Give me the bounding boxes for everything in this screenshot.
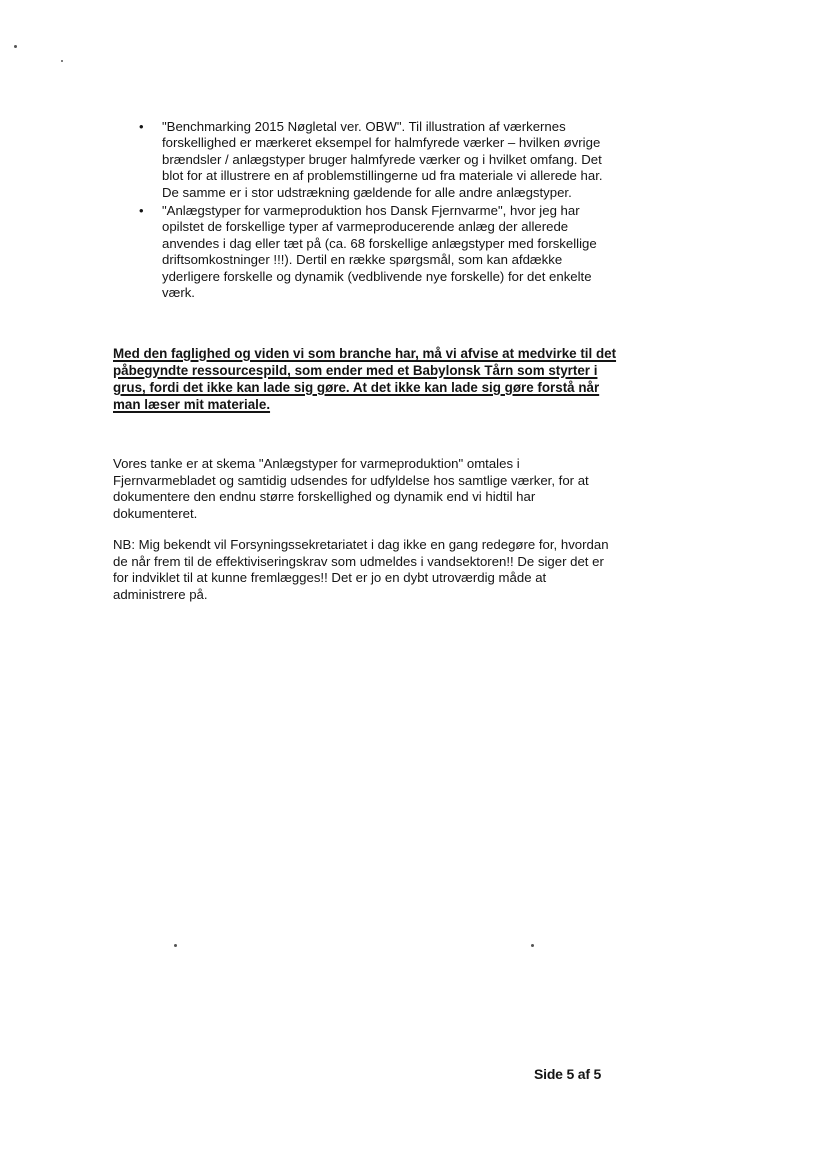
list-item (136, 203, 616, 301)
list-item-text: "Benchmarking 2015 Nøgletal ver. OBW". Til illustration af værkernes forskellighed er mærkeret eksempel for halmfyrede værker – hvilken øvrige brændsler / anlægstyper bruger halmfyrede værker og i hvilket omfang. Det blot for at illustrere en af problemstillingerne ud fra materiale vi allerede har. De samme er i stor udstrækning gældende for alle andre anlægstyper. (162, 119, 603, 200)
list-item (136, 119, 616, 201)
emphasis-statement: Med den faglighed og viden vi som branche har, må vi afvise at medvirke til det påbegyndte ressourcespild, som ender med et Babylonsk Tårn som styrter i grus, fordi det ikke kan lade sig gøre. At det ikke kan lade sig gøre forstå når man læser mit materiale. (113, 346, 617, 412)
nb-paragraph: NB: Mig bekendt vil Forsyningssekretariatet i dag ikke en gang redegøre for, hvordan de når frem til de effektiviseringskrav som udmeldes i vandsektoren!! De siger det er for indviklet til at kunne fremlægges!! Det er jo en dybt utroværdig måde at administrere på. (113, 537, 609, 602)
page-number: Side 5 af 5 (534, 1066, 602, 1082)
bullet-icon: • (139, 119, 144, 134)
scan-speck (531, 944, 534, 947)
scan-speck (14, 45, 17, 48)
scan-speck (174, 944, 177, 947)
scan-speck (61, 60, 63, 62)
bullet-icon: • (139, 203, 144, 219)
bullet-list (136, 119, 616, 303)
list-item-text: "Anlægstyper for varmeproduktion hos Dansk Fjernvarme", hvor jeg har opilstet de forskellige typer af varmeproducerende anlæg der allerede anvendes i dag eller tæt på (ca. 68 forskellige anlægstyper med forskellige driftsomkostninger !!!). Dertil en række spørgsmål, som kan afdække yderligere forskelle og dynamik (vedblivende nye forskelle) for det enkelte værk. (162, 203, 597, 301)
body-paragraph: Vores tanke er at skema "Anlægstyper for varmeproduktion" omtales i Fjernvarmebladet og samtidig udsendes for udfyldelse hos samtlige værker, for at dokumentere den endnu større forskellighed og dynamik end vi hidtil har dokumenteret. (113, 456, 589, 521)
